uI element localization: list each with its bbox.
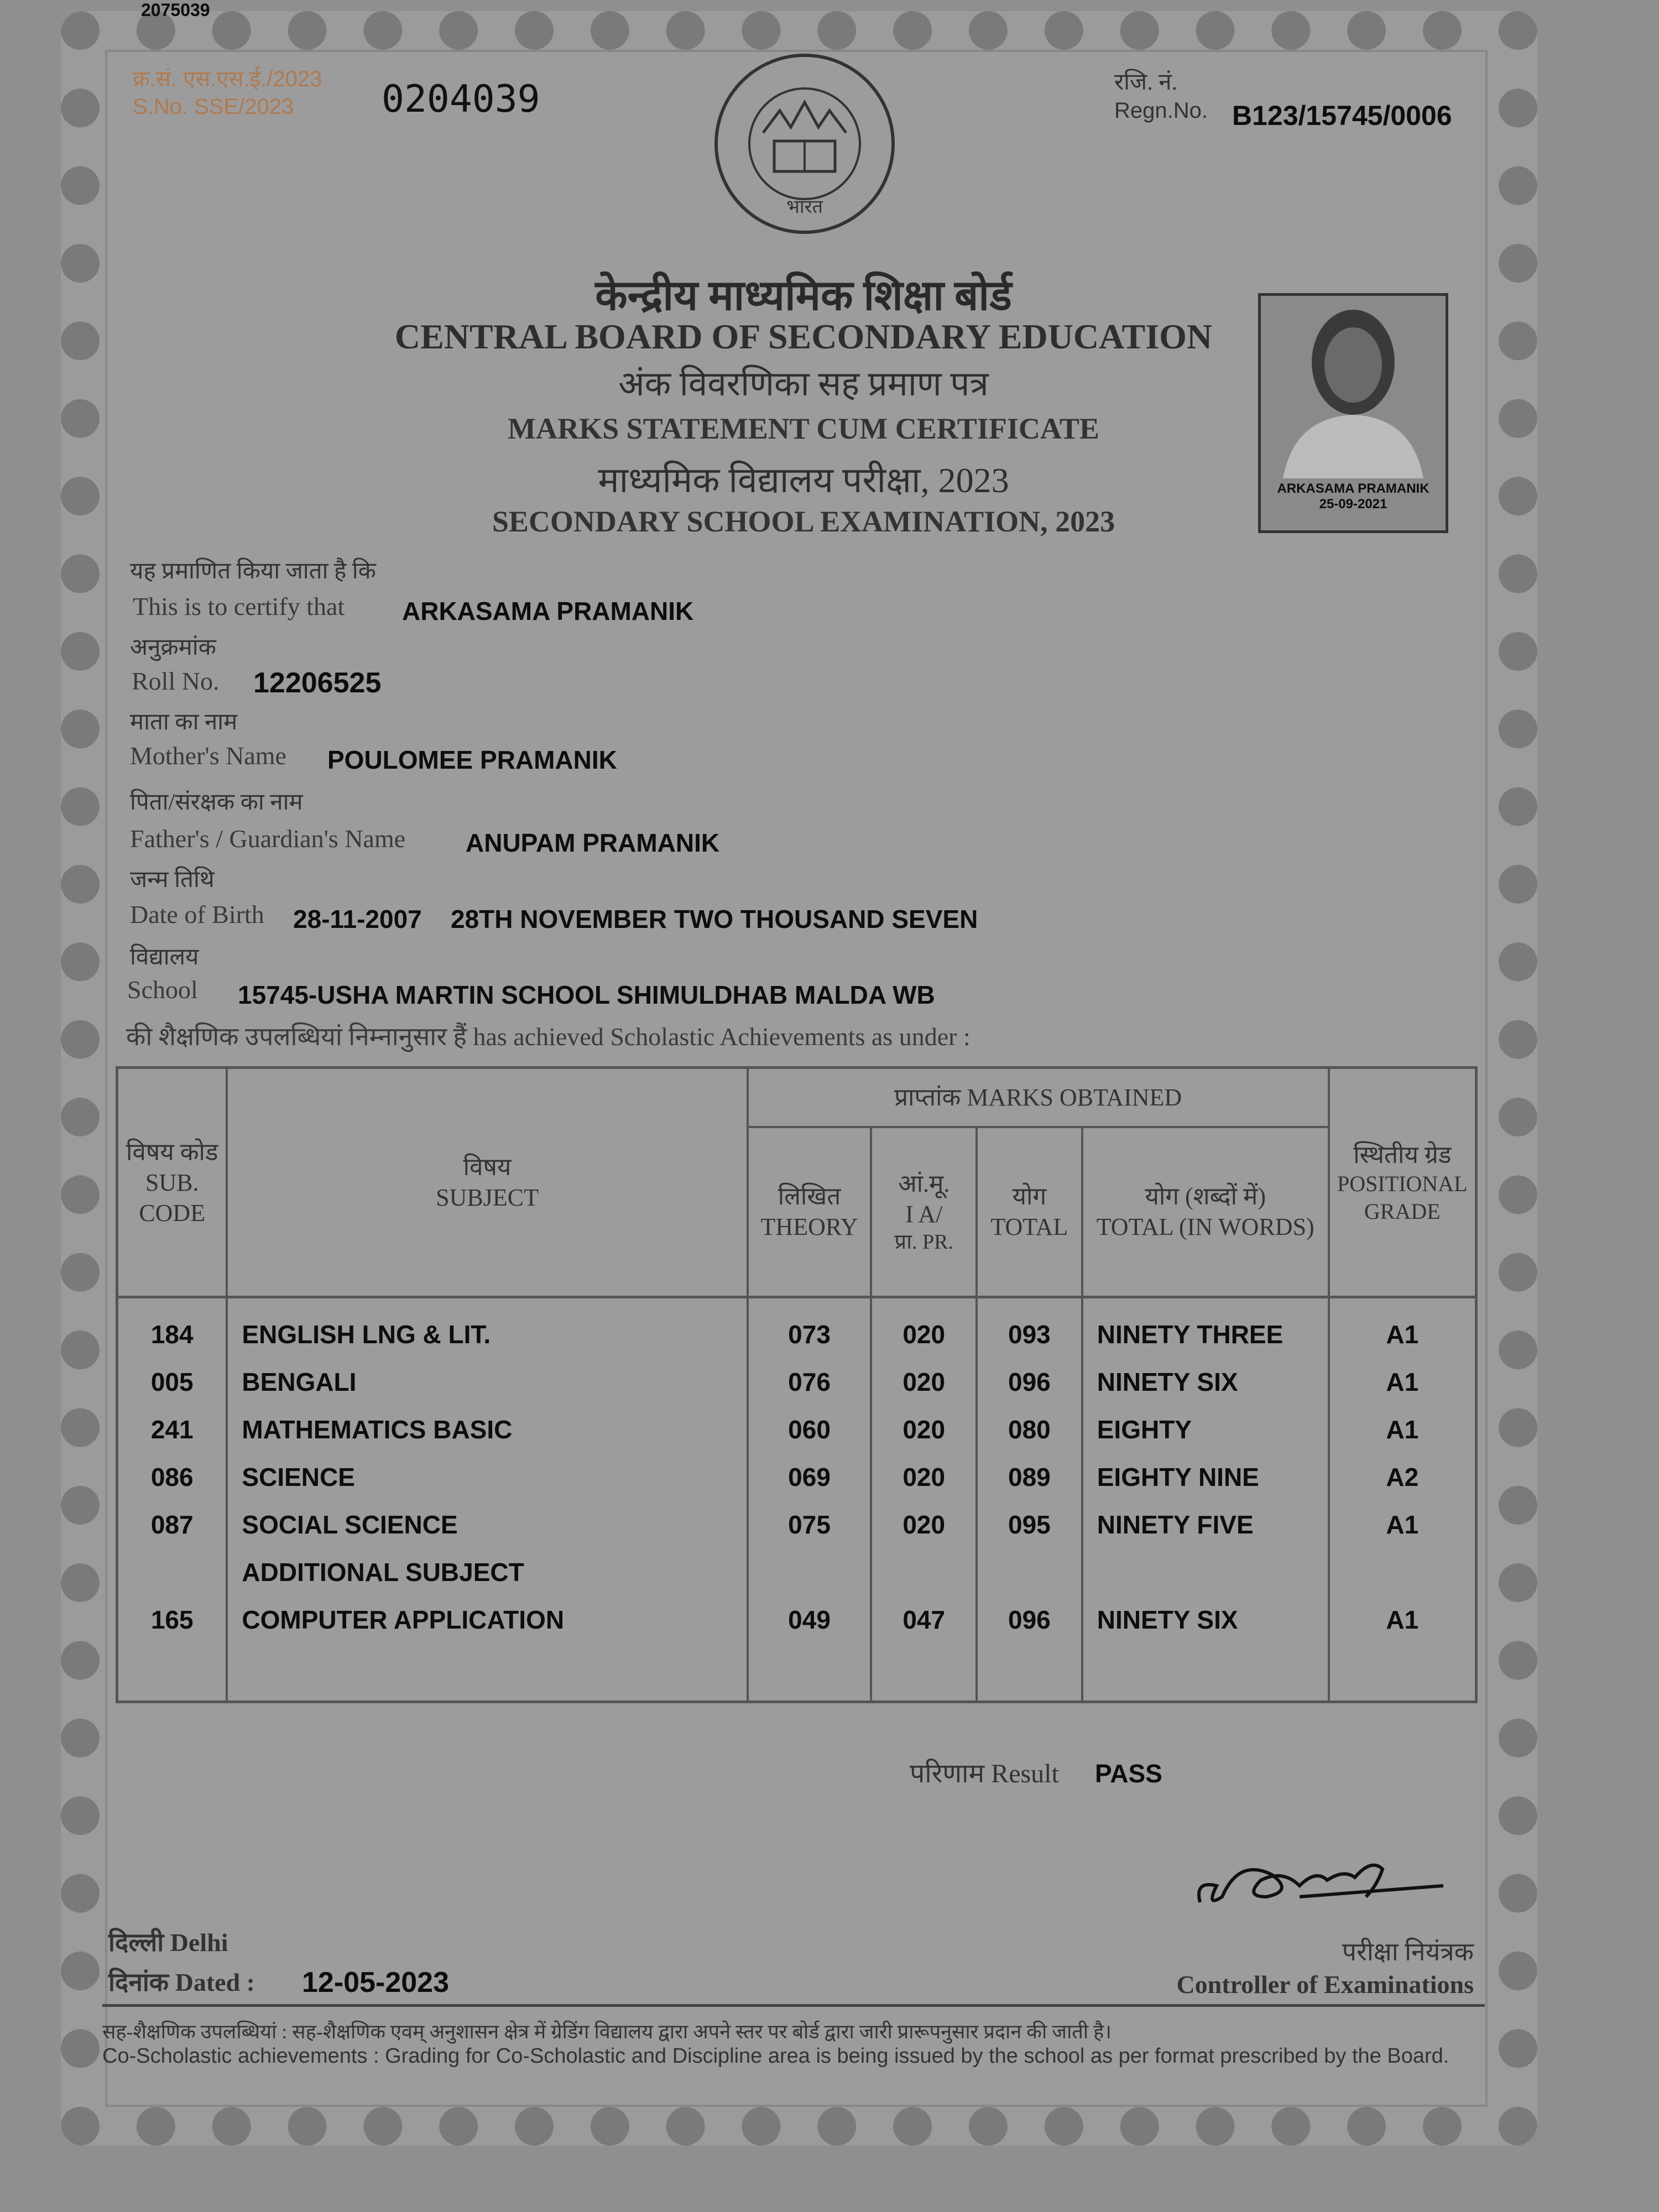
cell-subject: ENGLISH LNG & LIT. (242, 1320, 491, 1349)
exam-title-hi: माध्यमिक विद्यालय परीक्षा, 2023 (598, 461, 1009, 500)
dob-words: 28TH NOVEMBER TWO THOUSAND SEVEN (451, 905, 978, 933)
additional-cell-grade: A1 (1386, 1605, 1419, 1634)
roll-label-hi: अनुक्रमांक (130, 635, 216, 660)
cell-ia: 020 (902, 1320, 946, 1349)
spacer (978, 1548, 1081, 1596)
school-label-hi: विद्यालय (130, 945, 199, 970)
header-total: योग TOTAL (977, 1127, 1082, 1297)
spacer (1330, 1548, 1475, 1596)
place-hi: दिल्ली (108, 1928, 164, 1957)
cell-total: 095 (1008, 1510, 1051, 1539)
place-line (108, 1924, 228, 1959)
regn-label-en: Regn.No. (1114, 98, 1208, 123)
exam-title-en: SECONDARY SCHOOL EXAMINATION, 2023 (492, 505, 1115, 538)
cbse-emblem (708, 50, 901, 243)
dated-hi: दिनांक (108, 1968, 169, 1996)
result-value: PASS (1095, 1759, 1162, 1788)
school-name: 15745-USHA MARTIN SCHOOL SHIMULDHAB MALDA WB (238, 980, 935, 1009)
cell-theory: 075 (788, 1510, 831, 1539)
certify-label-hi: यह प्रमाणित किया जाता है कि (130, 559, 376, 584)
cell-words: NINETY THREE (1097, 1320, 1284, 1349)
doc-title-hi: अंक विवरणिका सह प्रमाण पत्र (618, 366, 989, 403)
header-total-words: योग (शब्दों में) TOTAL (IN WORDS) (1082, 1127, 1329, 1297)
cell-words: EIGHTY (1097, 1415, 1192, 1444)
cell-theory: 069 (788, 1463, 831, 1491)
achieved-en: has achieved Scholastic Achievements as under : (473, 1022, 971, 1051)
cell-words: NINETY SIX (1097, 1368, 1238, 1396)
person-silhouette-icon (1261, 296, 1446, 478)
regn-number: B123/15745/0006 (1232, 100, 1452, 131)
cell-ia: 020 (902, 1463, 946, 1491)
father-label-en: Father's / Guardian's Name (130, 825, 406, 853)
mother-name: POULOMEE PRAMANIK (327, 745, 617, 774)
cell-grade: A1 (1386, 1415, 1419, 1444)
certificate-number: 0204039 (382, 77, 540, 121)
col-words (1082, 1297, 1329, 1702)
cell-subject: BENGALI (242, 1368, 357, 1396)
regn-label-hi: रजि. नं. (1114, 70, 1178, 95)
cell-code: 087 (150, 1510, 194, 1539)
father-label-hi: पिता/संरक्षक का नाम (130, 790, 303, 815)
board-title-hi: केन्द्रीय माध्यमिक शिक्षा बोर्ड (595, 273, 1012, 319)
stamp-line-en: S.No. SSE/2023 (133, 95, 294, 119)
additional-cell-subject: COMPUTER APPLICATION (242, 1605, 565, 1634)
cell-grade: A1 (1386, 1510, 1419, 1539)
cell-words: NINETY FIVE (1097, 1510, 1254, 1539)
cell-ia: 020 (902, 1510, 946, 1539)
col-subject (227, 1297, 747, 1702)
footer-divider (102, 2004, 1485, 2007)
achieved-hi: की शैक्षणिक उपलब्धियां निम्नानुसार हैं (126, 1022, 467, 1051)
cell-code: 005 (150, 1368, 194, 1396)
father-name: ANUPAM PRAMANIK (466, 828, 720, 857)
additional-cell-theory: 049 (788, 1605, 831, 1634)
spacer (1097, 1548, 1328, 1596)
additional-cell-total: 096 (1008, 1605, 1051, 1634)
col-ia (871, 1297, 977, 1702)
photo-caption-name: ARKASAMA PRAMANIK (1277, 481, 1430, 496)
col-code (117, 1297, 227, 1702)
top-serial: 2075039 (141, 0, 210, 20)
header-marks-obtained: प्राप्तांक MARKS OBTAINED (748, 1068, 1329, 1127)
cell-total: 096 (1008, 1368, 1051, 1396)
cell-theory: 060 (788, 1415, 831, 1444)
marks-table (116, 1066, 1478, 1703)
cell-code: 086 (150, 1463, 194, 1491)
controller-signature (1189, 1836, 1454, 1924)
header-grade: स्थितीय ग्रेड POSITIONAL GRADE (1329, 1068, 1477, 1297)
dated-en: Dated : (175, 1968, 255, 1996)
stamp-number (133, 65, 322, 121)
photo-caption-date: 25-09-2021 (1319, 497, 1387, 512)
cell-total: 089 (1008, 1463, 1051, 1491)
mother-label-en: Mother's Name (130, 742, 286, 770)
cell-grade: A1 (1386, 1320, 1419, 1349)
student-photo (1258, 293, 1448, 533)
emblem-text: भारत (786, 197, 823, 217)
cell-words: EIGHTY NINE (1097, 1463, 1259, 1491)
roll-label-en: Roll No. (132, 667, 220, 695)
certify-label-en: This is to certify that (133, 592, 345, 620)
roll-number: 12206525 (253, 667, 382, 699)
result-line (910, 1755, 1059, 1791)
controller-title-hi: परीक्षा नियंत्रक (1342, 1938, 1474, 1966)
cell-grade: A1 (1386, 1368, 1419, 1396)
mother-label-hi: माता का नाम (130, 709, 238, 735)
issue-date: 12-05-2023 (302, 1966, 449, 1999)
additional-cell-ia: 047 (902, 1605, 946, 1634)
dob-value: 28-11-2007 (293, 905, 422, 933)
cell-theory: 076 (788, 1368, 831, 1396)
cell-theory: 073 (788, 1320, 831, 1349)
controller-title-en: Controller of Examinations (1176, 1970, 1474, 1999)
stamp-line-hi: क्र.सं. एस.एस.ई./2023 (133, 67, 322, 91)
school-label-en: School (127, 975, 198, 1004)
col-total (977, 1297, 1082, 1702)
header-sub-code: विषय कोड SUB. CODE (117, 1068, 227, 1297)
dob-label-en: Date of Birth (130, 900, 264, 928)
header-ia: आं.मू. I A/ प्रा. PR. (871, 1127, 977, 1297)
dob-label-hi: जन्म तिथि (130, 867, 215, 893)
achieved-line (126, 1019, 971, 1053)
cell-grade: A2 (1386, 1463, 1419, 1491)
co-scholastic-note-en: Co-Scholastic achievements : Grading for Co-Scholastic and Discipline area is being issued by the school as per format prescribed by the Board. (102, 2044, 1449, 2068)
additional-cell-code: 165 (150, 1605, 194, 1634)
result-label-hi: परिणाम (910, 1759, 985, 1788)
col-grade (1329, 1297, 1477, 1702)
co-scholastic-note-hi: सह-शैक्षणिक उपलब्धियां : सह-शैक्षणिक एवम् अनुशासन क्षेत्र में ग्रेडिंग विद्यालय द्वारा अपने स्तर पर बोर्ड द्वारा जारी प्रारूपनुसार प्रदान की जाती है। (102, 2021, 1112, 2043)
student-name: ARKASAMA PRAMANIK (402, 597, 694, 625)
board-title-en: CENTRAL BOARD OF SECONDARY EDUCATION (394, 317, 1213, 356)
col-theory (748, 1297, 872, 1702)
spacer (749, 1548, 870, 1596)
header-theory: लिखित THEORY (748, 1127, 872, 1297)
dated-line (108, 1964, 255, 1999)
table-header-row (117, 1068, 1477, 1127)
cell-code: 241 (150, 1415, 194, 1444)
cell-total: 093 (1008, 1320, 1051, 1349)
additional-cell-words: NINETY SIX (1097, 1605, 1238, 1634)
cell-subject: MATHEMATICS BASIC (242, 1415, 513, 1444)
spacer (872, 1548, 975, 1596)
place-en: Delhi (170, 1928, 228, 1957)
additional-subject-label: ADDITIONAL SUBJECT (242, 1558, 524, 1587)
spacer (118, 1548, 226, 1596)
result-label-en: Result (991, 1759, 1059, 1788)
cell-subject: SOCIAL SCIENCE (242, 1510, 458, 1539)
cell-code: 184 (150, 1320, 194, 1349)
header-subject: विषय SUBJECT (227, 1068, 747, 1297)
doc-title-en: MARKS STATEMENT CUM CERTIFICATE (508, 412, 1099, 445)
table-body (117, 1297, 1477, 1702)
cell-ia: 020 (902, 1368, 946, 1396)
cell-subject: SCIENCE (242, 1463, 355, 1491)
cell-ia: 020 (902, 1415, 946, 1444)
cell-total: 080 (1008, 1415, 1051, 1444)
